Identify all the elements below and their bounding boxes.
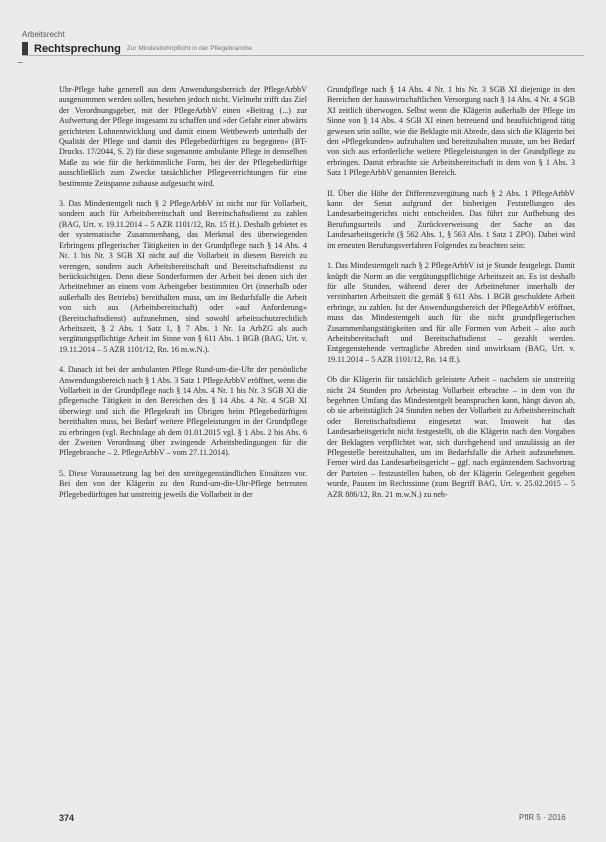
header-subtitle: Zur Mindestlohnpflicht in der Pflegebranche bbox=[126, 45, 253, 52]
right-paragraph: Grundpflege nach § 14 Abs. 4 Nr. 1 bis Nr. 3 SGB XI diejenige in den Bereichen der hauswirtschaftlichen Versorgung nach § 14 Abs. 4 Nr. 4 SGB XI zeitlich überwogen. Selbst wenn die Klägerin außerhalb der Pflege im Sinne von § 14 Abs. 4 SGB XI einen betreuend und beaufsichtigend tätig gewesen sein sollte, wie die Beklagte mit Abrede, dass sich die Klägerin bei den »Pflegekunden« aufzuhalten und bereitzuhalten musste, um bei Bedarf von sich aus erforderliche weitere Pflegeleistungen in der Grundpflege zu erbringen. Damit erbrachte sie Arbeitsbereitschaft in dem von § 1 Abs. 3 Satz 1 PflegeArbbV genannten Bereich. bbox=[327, 85, 575, 178]
left-column bbox=[59, 85, 307, 510]
header-title: Rechtsprechung bbox=[34, 42, 121, 55]
header-marker bbox=[22, 42, 28, 55]
right-paragraph: II. Über die Höhe der Differenzvergütung nach § 2 Abs. 1 PflegeArbbV kann der Senat aufgrund der bisherigen Feststellungen des Landesarbeitsgerichts nicht entscheiden. Das führt zur Aufhebung des Berufungsurteils und Zurückverweisung der Sache an das Landesarbeitsgericht (§ 562 Abs. 1, § 563 Abs. 1 Satz 1 ZPO). Dabei wird im erneuten Berufungsverfahren Folgendes zu beachten sein: bbox=[327, 188, 575, 250]
page-number: 374 bbox=[59, 813, 75, 823]
left-paragraph: Uhr-Pflege habe generell aus dem Anwendungsbereich der PflegeArbbV ausgenommen werden sollen, bestehen jedoch nicht. Vielmehr trifft das Ziel der Verordnungsgeber, mit der PflegeArbbV einen »Beitrag (...) zur Aufwertung der Pflege insgesamt zu schaffen und »der Gefahr einer abwärts gerichteten Lohnentwicklung und damit einem Wettbewerb unterhalb der Qualität der Pflege und damit des Pflegebedürftigen zu begegnen« (BT-Drucks. 17/2044, S. 2) für diese sogenannte ambulante Pflege in demselben Maße zu wie für die herkömmliche Form, bei der der Pflegebedürftige ausschließlich zum Zwecke tatsächlicher Pflegeverrichtungen für eine bestimmte Zeitspanne zuhause aufgesucht wird. bbox=[59, 85, 307, 188]
right-column bbox=[327, 85, 575, 510]
left-paragraph: 4. Danach ist bei der ambulanten Pflege Rund-um-die-Uhr der persönliche Anwendungsbereich nach § 1 Abs. 3 Satz 1 PflegeArbbV eröffnet, wenn die Vollarbeit in der Grundpflege nach § 14 Abs. 4 Nr. 1 bis Nr. 3 SGB XI die pflegerische Tätigkeit in den Bereichen des § 14 Abs. 4 Nr. 4 SGB XI überwiegt und sich die Pflegekraft im Übrigen beim Pflegebedürftigen bereithalten muss, bei Bedarf weitere Pflegeleistungen in der Grundpflege zu erbringen (vgl. Rechtslage ab dem 01.01.2015 vgl. § 1 Abs. 2 bis Abs. 6 der Zweiten Verordnung über zwingende Arbeitsbedingungen für die Pflegebranche – 2. PflegeArbbV – vom 27.11.2014). bbox=[59, 365, 307, 458]
issue-label: PflR 5 · 2016 bbox=[519, 813, 566, 822]
header-bar bbox=[22, 42, 584, 56]
left-paragraph: 3. Das Mindestentgelt nach § 2 PflegeArbbV ist nicht nur für Vollarbeit, sondern auch für Arbeitsbereitschaft und Bereitschaftsdienst zu zahlen (BAG, Urt. v. 19.11.2014 – 5 AZR 1101/12, Rn. 15 ff.). Deshalb gebietet es der systematische Zusammenhang, das Merkmal des überwiegenden Erbringens pflegerischer Tätigkeiten in der Grundpflege nach § 14 Abs. 4 Nr. 1 bis Nr. 3 SGB XI nicht auf die Vollarbeit in diesem Bereich zu verengen, sondern auch Arbeitsbereitschaft und Bereitschaftsdienst zu berücksichtigen. Denn diese Sonderformen der Arbeit bei denen sich der Arbeitnehmer an einem vom Arbeitgeber bestimmten Ort (innerhalb oder außerhalb des Betriebs) bereithalten muss, um im Bedarfsfalle die Arbeit von sich aus (Arbeitsbereitschaft) oder »auf Anforderung« (Bereitschaftsdienst) aufzunehmen, sind sowohl arbeitsschutzrechtlich Arbeitszeit, § 2 Abs. 1 Satz 1, § 7 Abs. 1 Nr. 1a ArbZG als auch vergütungspflichtige Arbeit im Sinne von § 611 Abs. 1 BGB (BAG, Urt. v. 19.11.2014 – 5 AZR 1101/12, Rn. 16 m.w.N.). bbox=[59, 199, 307, 354]
left-paragraph: 5. Diese Voraussetzung lag bei den streitgegenständlichen Einsätzen vor. Bei den von der Klägerin zu den Rund-um-die-Uhr-Pflege betreuten Pflegebedürftigen hat unstreitig jeweils die Vollarbeit in der bbox=[59, 468, 307, 499]
margin-mark bbox=[18, 62, 23, 63]
right-paragraph: 1. Das Mindestentgelt nach § 2 PflegeArbbV ist je Stunde festgelegt. Damit knüpft die Norm an die vergütungspflichtige Arbeitszeit an. Es ist deshalb für alle Stunden, während derer der Arbeitnehmer innerhalb der vereinbarten Arbeitszeit die gemäß § 611 Abs. 1 BGB geschuldete Arbeit erbringe, zu zahlen. Ist der Anwendungsbereich der PflegeArbbV eröffnet, muss das Mindestentgelt auch für die nicht grundpflegerischen Zusammenhangstätigkeiten und für alle Formen von Arbeit – also auch Arbeitsbereitschaft und Bereitschaftsdienst – gezahlt werden. Entgegenstehende vertragliche Abreden sind unwirksam (BAG, Urt. v. 19.11.2014 – 5 AZR 1101/12, Rn. 14 ff.). bbox=[327, 261, 575, 364]
section-label: Arbeitsrecht bbox=[22, 30, 65, 39]
right-paragraph: Ob die Klägerin für tatsächlich geleistete Arbeit – nachdem sie unstreitig nicht 24 Stunden pro Arbeitstag Vollarbeit erbrachte – in dem von ihr begehrten Umfang das Mindestentgelt beanspruchen kann, hängt davon ab, ob sie arbeitstäglich 24 Stunden neben der Vollarbeit zu Arbeitsbereitschaft oder Bereitschaftsdienst eingesetzt war. Insoweit hat das Landesarbeitsgericht nicht festgestellt, ob die Klägerin nach den Vorgaben der Beklagten verpflichtet war, sich durchgehend und unzulässig an der Pflegestelle bereitzuhalten, um im Bedarfsfalle die Arbeit aufzunehmen. Ferner wird das Landesarbeitsgericht – ggf. nach ergänzendem Sachvortrag der Parteien – festzustellen haben, ob der Klägerin Gelegenheit gegeben wurde, Pausen im Rechtssinne (zum Begriff BAG, Urt. v. 25.02.2015 – 5 AZR 886/12, Rn. 21 m.w.N.) zu neh- bbox=[327, 375, 575, 499]
